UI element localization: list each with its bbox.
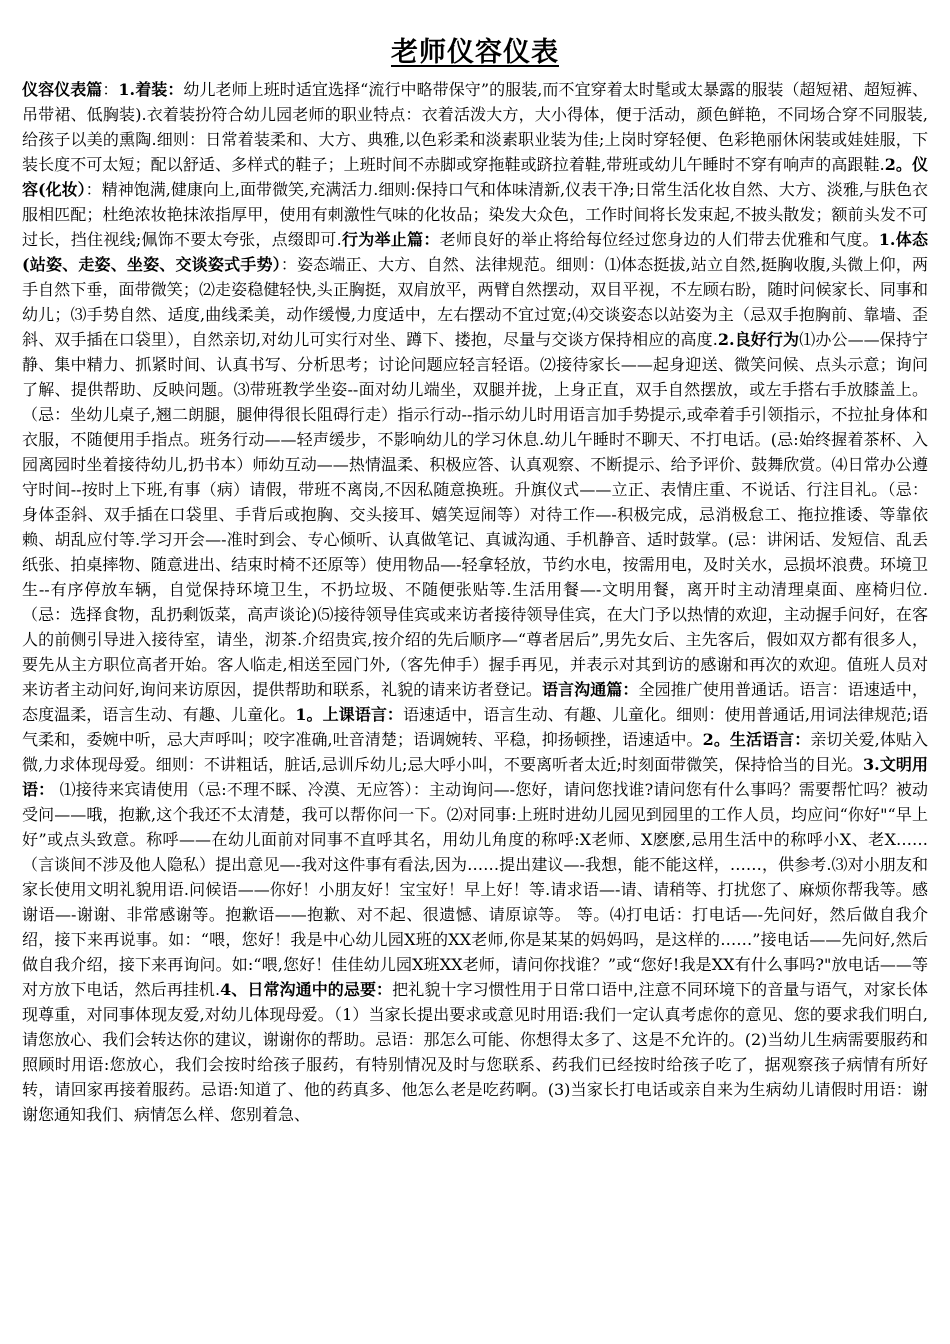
section-heading: 2。仪容(化妆） (22, 155, 928, 199)
body-text-run: ： (102, 80, 119, 99)
body-text-run: ⑴办公——保持宁静、集中精力、抓紧时间、认真书写、分析思考；讨论问题应轻言轻语。⑵接待家长——起身迎送、微笑问候、点头示意；询问了解、提供帮助、反映问题。⑶带班教学坐姿--面对幼儿端坐，双腿并拢，上身正直，双手自然摆放，或左手搭右手放膝盖上。（忌：坐幼儿桌子,翘二朗腿，腿伸得很长阻碍行走）指示行动--指示幼儿时用语言加手势提示,或牵着手引领指示，不拉扯身体和衣服，不随便用手指点。班务行动——轻声缓步，不影响幼儿的学习休息.幼儿午睡时不聊天、不打电话。(忌:始终握着茶杯、入园离园时坐着接待幼儿,扔书本）师幼互动——热情温柔、积极应答、认真观察、不断提示、给予评价、鼓舞欣赏。⑷日常办公遵守时间--按时上下班,有事（病）请假，带班不离岗,不因私随意换班。升旗仪式——立正、表情庄重、不说话、行注目礼。（忌：身体歪斜、双手插在口袋里、手背后或抱胸、交头接耳、嬉笑逗闹等）对待工作—-积极完成，忌消极怠工、拖拉推诿、等靠依赖、胡乱应付等.学习开会—-准时到会、专心倾听、认真做笔记、真诚沟通、手机静音、适时鼓掌。(忌：讲闲话、发短信、乱丢纸张、拍桌摔物、随意进出、结束时椅不还原等）使用物品—-轻拿轻放，节约水电，按需用电，及时关水，忌损坏浪费。环境卫生--有序停放车辆，自觉保持环境卫生，不扔垃圾、不随便张贴等.生活用餐—-文明用餐，离开时主动清理桌面、座椅归位.（忌：选择食物，乱扔剩饭菜，高声谈论)⑸接待领导佳宾或来访者接待领导佳宾，在大门予以热情的欢迎，主动握手问好，在客人的前侧引导进入接待室，请坐，沏茶.介绍贵宾,按介绍的先后顺序—“尊者居后”,男先女后、主先客后，假如双方都有很多人，要先从主方职位高者开始。客人临走,相送至园门外,（客先伸手）握手再见，并表示对其到访的感谢和再次的欢迎。值班人员对来访者主动问好,询问来访原因，提供帮助和联系，礼貌的请来访者登记。 (22, 330, 928, 699)
section-heading: 2.良好行为 (717, 330, 800, 349)
document-title: 老师仪容仪表 (391, 37, 559, 68)
section-heading: 1.着装： (118, 80, 184, 99)
section-heading: 4、日常沟通中的忌要： (220, 980, 393, 999)
body-text-run: ：姿态端正、大方、自然、法律规范。细则：⑴体态挺拔,站立自然,挺胸收腹,头微上仰，两手自然下垂，面带微笑；⑵走姿稳健轻快,头正胸挺，双肩放平，两臂自然摆动，双目平视，不左顾右盼，随时问候家长、同事和幼儿；⑶手势自然、适度,曲线柔美，动作缓慢,力度适中，左右摆动不宜过宽;⑷交谈姿态以站姿为主（忌双手抱胸前、靠墙、歪斜、双手插在口袋里），自然亲切,对幼儿可实行对坐、蹲下、搂抱，尽量与交谈方保持相应的高度. (22, 255, 928, 349)
section-heading: 2。生活语言： (702, 730, 811, 749)
body-text-run: 全园推广使用普通话。语言：语速适中，态度温柔，语言生动、有趣、儿童化。 (22, 680, 928, 724)
section-heading: 3.文明用语： (22, 755, 928, 799)
body-text-run: ：精神饱满,健康向上,面带微笑,充满活力.细则:保持口气和体味清新,仪表干净;日常生活化妆自然、大方、淡雅,与肤色衣服相匹配；杜绝浓妆艳抹浓指厚甲，使用有刺激性气味的化妆品；染发大众色，工作时间将长发束起,不披头散发；额前头发不可过长，挡住视线;佩饰不要太夸张，点缀即可. (22, 180, 928, 249)
body-text-run: 幼儿老师上班时适宜选择“流行中略带保守”的服装,而不宜穿着太时髦或太暴露的服装（超短裙、超短裤、吊带裙、低胸装).衣着装扮符合幼儿园老师的职业特点：衣着活泼大方，大小得体，便于活动，颜色鲜艳，不同场合穿不同服装,给孩子以美的熏陶.细则：日常着装柔和、大方、典雅,以色彩柔和淡素职业装为佳;上岗时穿轻便、色彩艳丽休闲装或娃娃服，下装长度不可太短；配以舒适、多样式的鞋子；上班时间不赤脚或穿拖鞋或跻拉着鞋,带班或幼儿午睡时不穿有响声的高跟鞋. (22, 80, 928, 174)
body-text-run: 语速适中，语言生动、有趣、儿童化。细则：使用普通话,用词法律规范;语气柔和，委婉中听，忌大声呼叫；咬字准确,吐音清楚；语调婉转、平稳，抑扬顿挫，语速适中。 (22, 705, 928, 749)
body-text-run: 把礼貌十字习惯性用于日常口语中,注意不同环境下的音量与语气，对家长体现尊重，对同事体现友爱,对幼儿体现母爱。（1）当家长提出要求或意见时用语:我们一定认真考虑你的意见、您的要求我们明白,请您放心、我们会转达你的建议，谢谢你的帮助。忌语：那怎么可能、你想得太多了、这是不允许的。(2)当幼儿生病需要服药和照顾时用语:您放心，我们会按时给孩子服药，有特别情况及时与您联系、药我们已经按时给孩子吃了，据观察孩子病情有所好转，请回家再接着服药。忌语:知道了、他的药真多、他怎么老是吃药啊。(3)当家长打电话或亲自来为生病幼儿请假时用语：谢谢您通知我们、病情怎么样、您别着急、 (22, 980, 928, 1124)
section-heading: 1。上课语言： (295, 705, 403, 724)
body-text-run: ⑴接待来宾请使用（忌:不理不睬、冷漠、无应答）：主动询问—-您好，请问您找谁?请问您有什么事吗？需要帮忙吗？被动受问——哦，抱歉,这个我还不太清楚，我可以帮你问一下。⑵对同事:上班时进幼儿园见到园里的工作人员，均应问“你好"“早上好”或点头致意。称呼——在幼儿面前对同事不直呼其名，用幼儿角度的称呼:X老师、X麽麽,忌用生活中的称呼小X、老X……（言谈间不涉及他人隐私）提出意见—-我对这件事有看法,因为……提出建议—-我想，能不能这样，……，供参考.⑶对小朋友和家长使用文明礼貌用语.问候语——你好！小朋友好！宝宝好！早上好！等.请求语—-请、请稍等、打扰您了、麻烦你帮我等。感谢语—-谢谢、非常感谢等。抱歉语——抱歉、对不起、很遗憾、请原谅等。 等。⑷打电话：打电话—-先问好，然后做自我介绍，接下来再说事。如：“喂，您好！我是中心幼儿园X班的XX老师,你是某某的妈妈吗，是这样的……”接电话——先问好,然后做自我介绍，接下来再询问。如:“喂,您好！佳佳幼儿园X班XX老师，请问你找谁？”或“您好!我是XX有什么事吗?"放电话——等对方放下电话，然后再挂机. (22, 780, 928, 999)
document-body (22, 77, 928, 1127)
section-heading: 语言沟通篇： (541, 680, 639, 699)
body-text-run: 亲切关爱,体贴入微,力求体现母爱。细则：不讲粗话，脏话,忌训斥幼儿;忌大呼小叫，不要离听者太近;时刻面带微笑，保持恰当的目光。 (22, 730, 929, 774)
body-text-run: 老师良好的举止将给每位经过您身边的人们带去优雅和气度。 (439, 230, 879, 249)
section-heading: 仪容仪表篇 (22, 80, 103, 99)
section-heading: 1.体态(站姿、走姿、坐姿、交谈姿式手势） (22, 230, 928, 274)
section-heading: 行为举止篇： (341, 230, 440, 249)
